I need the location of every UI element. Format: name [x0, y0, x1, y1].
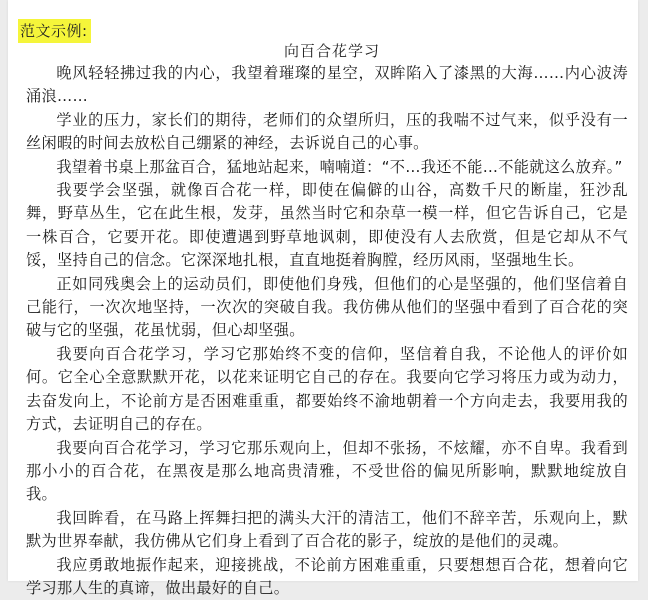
paragraph-5: 正如同残奥会上的运动员们，即使他们身残，但他们的心是坚强的，他们坚信着自己能行，一次次地坚持，一次次的突破自我。我仿佛从他们的坚强中看到了百合花的突破与它的坚强，花虽忧弱，但心却坚强。 [26, 274, 628, 340]
paragraph-3: 我望着书桌上那盆百合，猛地站起来，喃喃道：“不…我还不能…不能就这么放弃。” [56, 157, 623, 176]
paragraph-8: 我回眸看，在马路上挥舞扫把的满头大汗的清洁工，他们不辞辛苦，乐观向上，默默为世界奉献，我仿佛从它们身上看到了百合花的影子，绽放的是他们的灵魂。 [26, 508, 628, 551]
paragraph-2: 学业的压力，家长们的期待，老师们的众望所归，压的我喘不过气来，似乎没有一丝闲暇的时间去放松自己绷紧的神经，去诉说自己的心事。 [26, 110, 628, 153]
paragraph-1: 晚风轻轻拂过我的内心，我望着璀璨的星空，双眸陷入了漆黑的大海……内心波涛涌浪…… [26, 64, 628, 106]
essay-body [26, 62, 628, 600]
essay-title: 向百合花学习 [283, 42, 380, 60]
paragraph-9: 我应勇敢地振作起来，迎接挑战，不论前方困难重重，只要想想百合花，想着向它学习那人生的真谛，做出最好的自己。 [26, 555, 628, 597]
document-page [8, 0, 638, 597]
highlighted-label: 范文示例: [18, 19, 91, 43]
paragraph-7: 我要向百合花学习，学习它那乐观向上，但却不张扬，不炫耀，亦不自卑。我看到那小小的百合花，在黑夜是那么地高贵清雅，不受世俗的偏见所影响，默默地绽放自我。 [26, 438, 628, 504]
paragraph-4: 我要学会坚强，就像百合花一样，即使在偏僻的山谷，高数千尺的断崖，狂沙乱舞，野草丛生，它在此生根，发芽，虽然当时它和杂草一模一样，但它告诉自己，它是一株百合，它要开花。即使遭遇到野草地讽刺，即使没有人去欣赏，但是它却从不气馁，坚持自己的信念。它深深地扎根，直直地挺着胸膛，经历风雨，坚强地生长。 [26, 181, 628, 270]
paragraph-6: 我要向百合花学习，学习它那始终不变的信仰，坚信着自我，不论他人的评价如何。它全心全意默默开花，以花来证明它自己的存在。我要向它学习将压力或为动力，去奋发向上，不论前方是否困难重重，都要始终不渝地朝着一个方向走去，我要用我的方式，去证明自己的存在。 [26, 344, 628, 434]
